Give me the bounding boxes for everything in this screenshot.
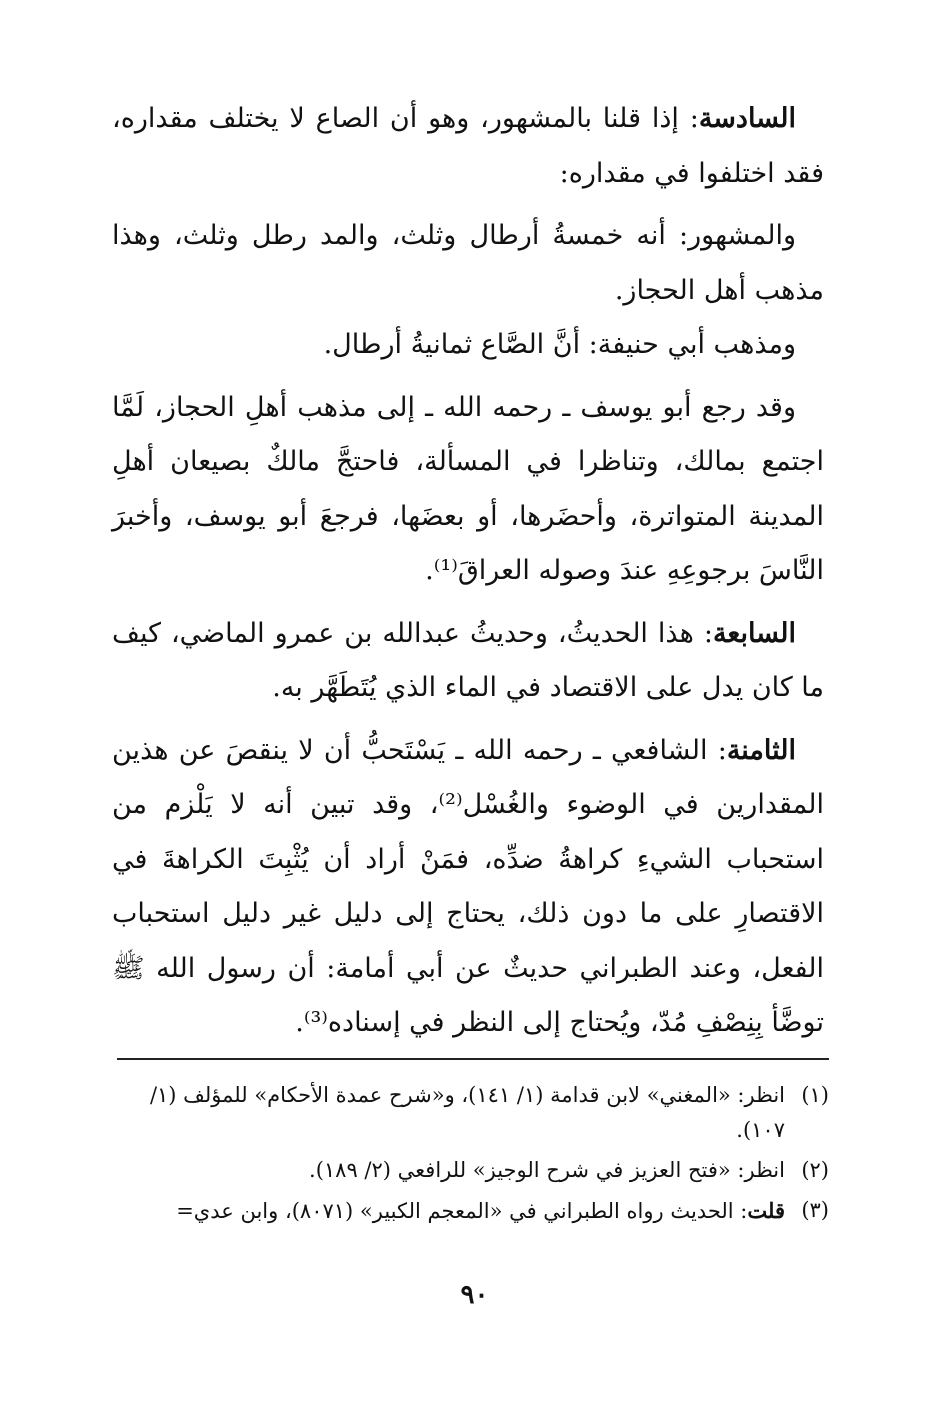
paragraph-abu-hanifa [112, 318, 824, 373]
paragraph-text: : هذا الحديثُ، وحديثُ عبدالله بن عمرو الماضي، كيف ما كان يدل على الاقتصاد في الماء الذي يُتَطَهَّر به. [112, 617, 824, 703]
footnote-3 [111, 1193, 829, 1229]
footnote-number: (١) [801, 1083, 829, 1107]
paragraph-text: وقد رجع أبو يوسف ـ رحمه الله ـ إلى مذهب أهلِ الحجاز، لَمَّا اجتمع بمالك، وتناظرا في المسألة، فاحتجَّ مالكٌ بصيعان أهلِ المدينة المتواترة، وأحضَرها، أو بعضَها، فرجعَ أبو يوسف، وأخبرَ النَّاسَ برجوعِهِ عندَ وصوله العراقَ⁽¹⁾. [112, 391, 824, 586]
paragraph-eighth [112, 724, 824, 1051]
footnote-text: انظر: «المغني» لابن قدامة (١/ ١٤١)، و«شرح عمدة الأحكام» للمؤلف (١/ ١٠٧). [149, 1083, 785, 1142]
footnote-number: (٢) [801, 1158, 829, 1182]
paragraph-text: : الشافعي ـ رحمه الله ـ يَسْتَحبُّ أن لا ينقصَ عن هذين المقدارين في الوضوء والغُسْل⁽²⁾، وقد تبين أنه لا يَلْزم من استحباب الشيءِ كراهةُ ضدِّه، فمَنْ أراد أن يُثْبِتَ الكراهةَ في الاقتصارِ على ما دون ذلك، يحتاج إلى دليل غير دليل استحباب الفعل، وعند الطبراني حديثٌ عن أبي أمامة: أن رسول الله ﷺ توضَّأ بِنِصْفِ مُدّ، ويُحتاج إلى النظر في إسناده⁽³⁾. [112, 734, 825, 1038]
paragraph-sixth [112, 92, 824, 201]
footnote-text: انظر: «فتح العزيز في شرح الوجيز» للرافعي (٢/ ١٨٩). [309, 1158, 785, 1182]
footnotes [111, 1078, 829, 1234]
footnote-1 [111, 1078, 829, 1148]
paragraph-heading: السابعة [712, 617, 796, 649]
main-text [112, 92, 824, 1051]
footnote-text-wrap [111, 1193, 785, 1229]
paragraph-heading: الثامنة [726, 734, 796, 766]
footnote-divider [117, 1058, 829, 1060]
paragraph-text: : إذا قلنا بالمشهور، وهو أن الصاع لا يختلف مقداره، فقد اختلفوا في مقداره: [112, 103, 824, 189]
paragraph-famous-opinion [112, 209, 824, 318]
paragraph-text: والمشهور: أنه خمسةُ أرطال وثلث، والمد رطل وثلث، وهذا مذهب أهل الحجاز. [112, 220, 824, 306]
paragraph-abu-yusuf [112, 381, 824, 599]
paragraph-seventh [112, 607, 824, 716]
paragraph-heading: السادسة [698, 103, 796, 134]
page-number: ٩٠ [460, 1280, 489, 1310]
footnote-2 [111, 1153, 829, 1188]
footnote-text: : الحديث رواه الطبراني في «المعجم الكبير» (٨٠٧١)، وابن عدي= [176, 1199, 748, 1223]
paragraph-text: ومذهب أبي حنيفة: أنَّ الصَّاع ثمانيةُ أرطال. [323, 329, 796, 360]
footnote-number: (٣) [801, 1198, 829, 1222]
footnote-lead: قلت [747, 1198, 785, 1223]
